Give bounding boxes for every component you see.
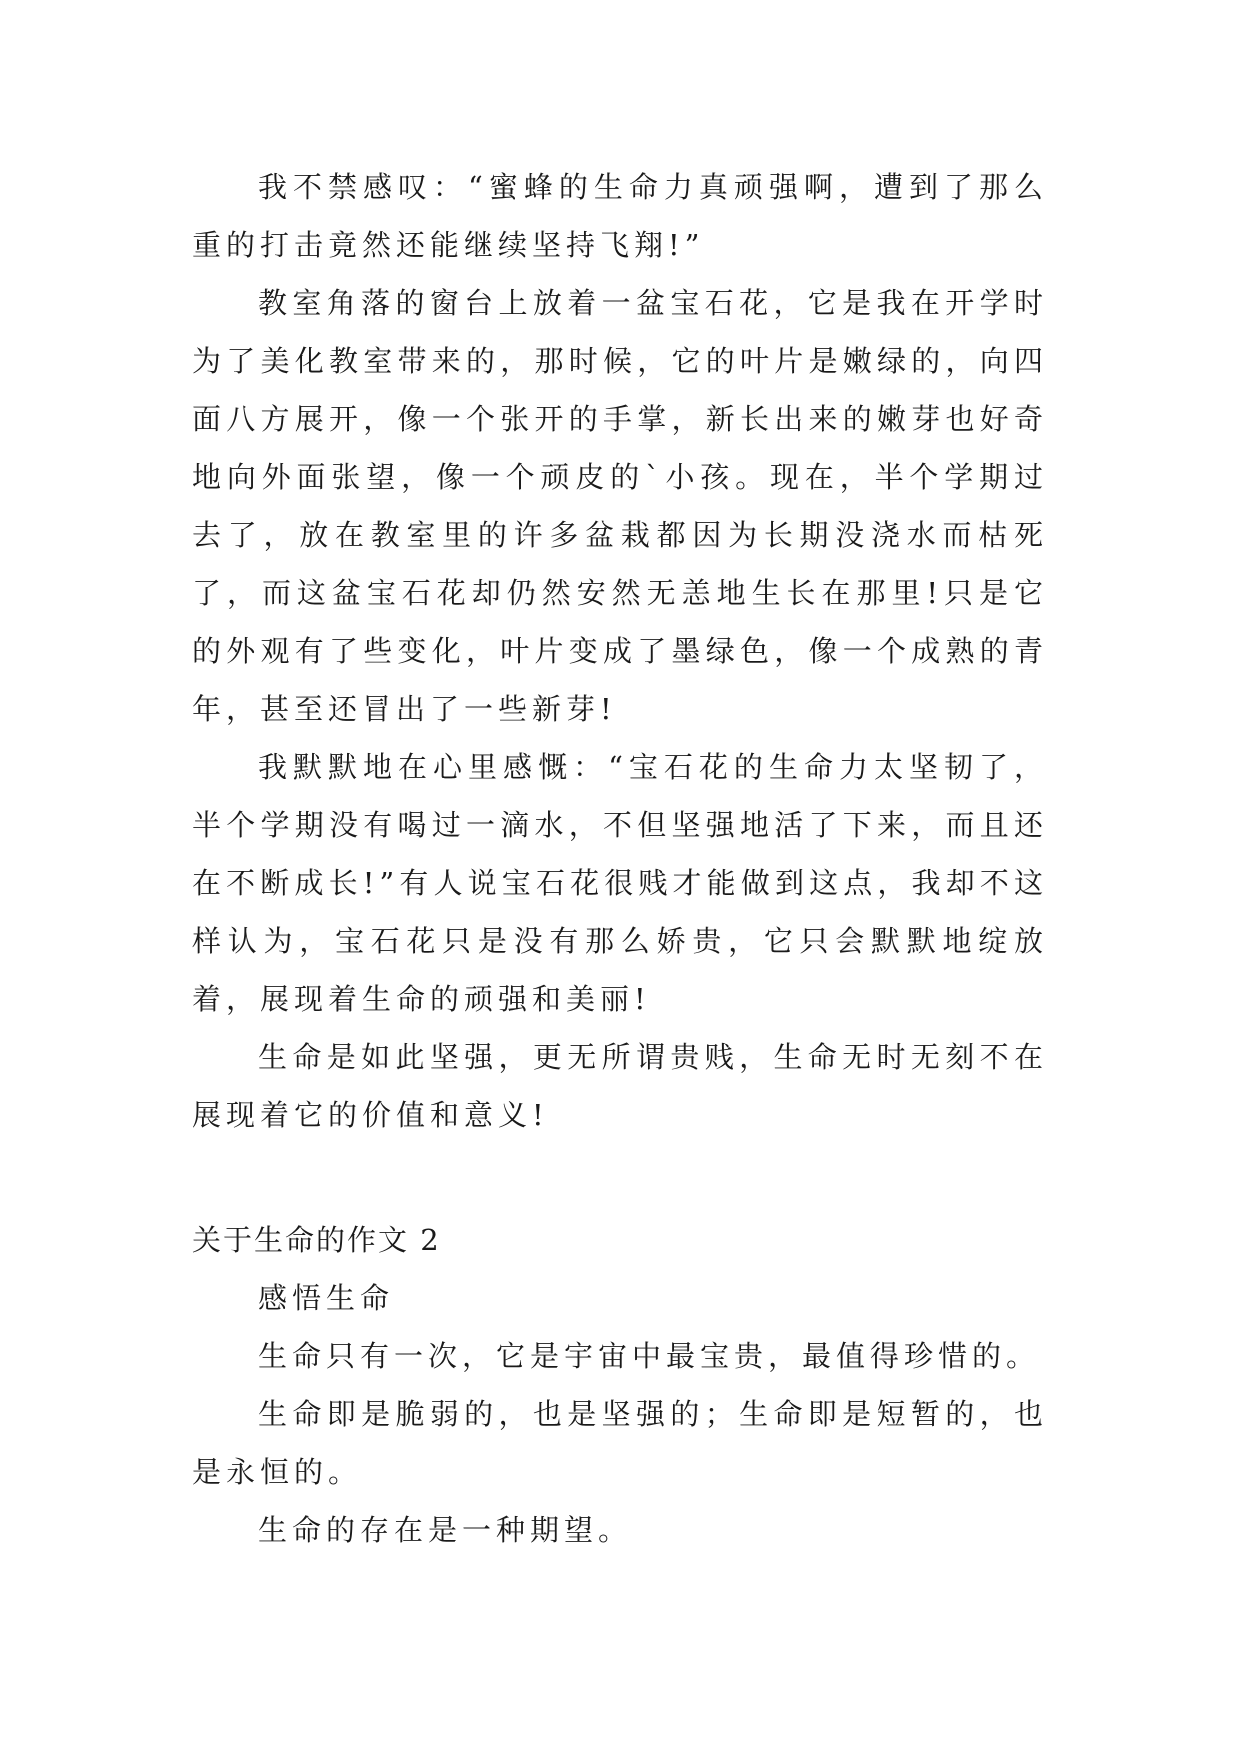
essay-1-paragraph: 教室角落的窗台上放着一盆宝石花，它是我在开学时为了美化教室带来的，那时候，它的叶片是嫩绿的，向四面八方展开，像一个张开的手掌，新长出来的嫩芽也好奇地向外面张望，像一个顽皮的`小孩。现在，半个学期过去了，放在教室里的许多盆栽都因为长期没浇水而枯死了，而这盆宝石花却仍然安然无恙地生长在那里!只是它的外观有了些变化，叶片变成了墨绿色，像一个成熟的青年，甚至还冒出了一些新芽!	[192, 286, 1048, 726]
essay-2-paragraph: 生命只有一次，它是宇宙中最宝贵，最值得珍惜的。	[258, 1339, 1041, 1373]
essay-1-paragraph: 我不禁感叹：“蜜蜂的生命力真顽强啊，遭到了那么重的打击竟然还能继续坚持飞翔!”	[192, 170, 1048, 262]
essay-1-paragraph: 我默默地在心里感慨：“宝石花的生命力太坚韧了，半个学期没有喝过一滴水，不但坚强地活了下来，而且还在不断成长!”有人说宝石花很贱才能做到这点，我却不这样认为，宝石花只是没有那么娇贵，它只会默默地绽放着，展现着生命的顽强和美丽!	[192, 750, 1048, 1016]
essay-2-paragraph: 生命的存在是一种期望。	[258, 1513, 633, 1547]
essay-2-title: 感悟生命	[258, 1281, 395, 1315]
essay-1-paragraph: 生命是如此坚强，更无所谓贵贱，生命无时无刻不在展现着它的价值和意义!	[192, 1040, 1048, 1132]
essay-1-body	[192, 158, 1048, 1144]
essay-2-heading: 关于生命的作文 2	[192, 1223, 441, 1257]
essay-2-body	[192, 1269, 1048, 1559]
essay-2-paragraph: 生命即是脆弱的，也是坚强的；生命即是短暂的，也是永恒的。	[192, 1397, 1048, 1489]
